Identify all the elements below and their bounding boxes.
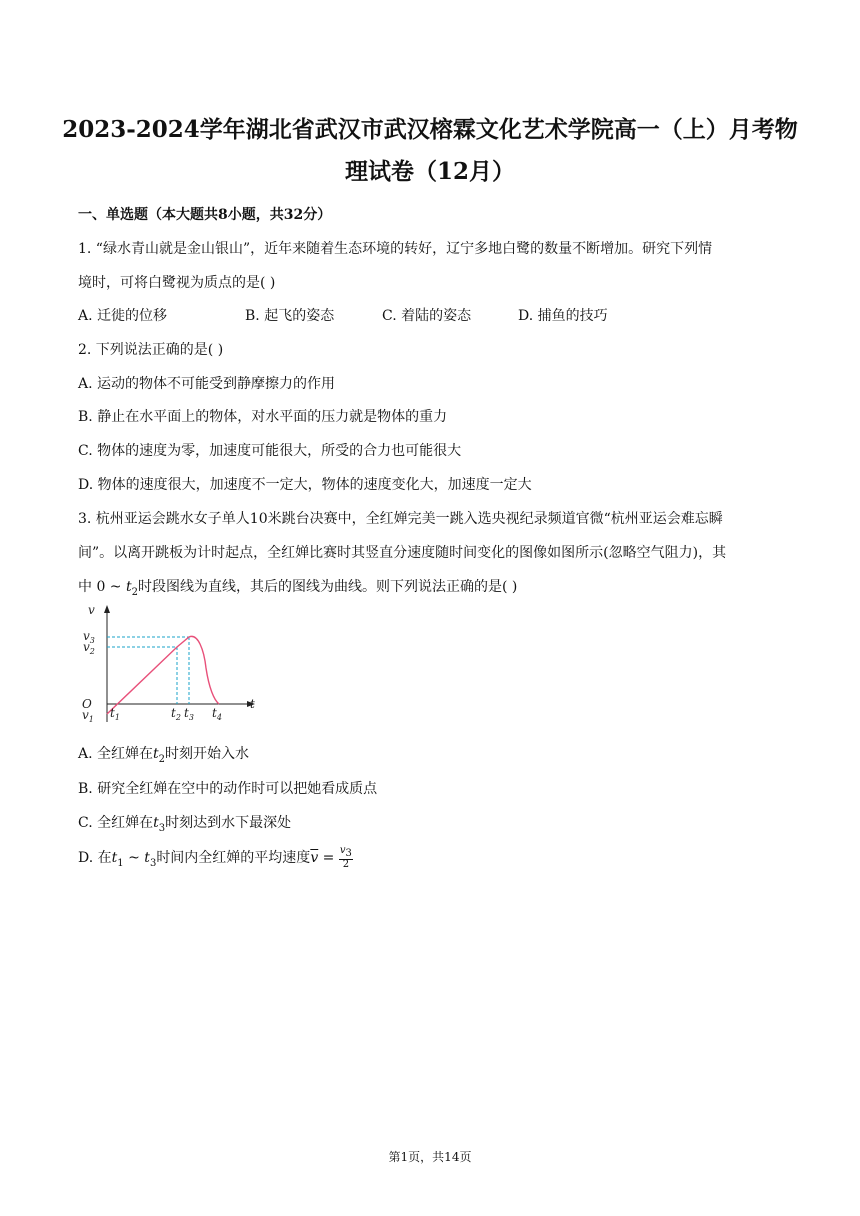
q3-option-d-mid: ~ — [123, 850, 145, 866]
q3-line3-prefix: 中 0 ~ — [78, 579, 126, 595]
q3-option-b: B. 研究全红婵在空中的动作时可以把她看成质点 — [78, 781, 378, 797]
q1-option-c: C. 着陆的姿态 — [382, 308, 472, 324]
q3-line3-suffix: 时段图线为直线，其后的图线为曲线。则下列说法正确的是( ) — [138, 579, 518, 595]
q2-option-b: B. 静止在水平面上的物体，对水平面的压力就是物体的重力 — [78, 409, 448, 425]
q1-option-a: A. 迁徙的位移 — [78, 308, 168, 324]
graph-label-t4: $t_4$ — [212, 706, 222, 722]
graph-label-t-axis: t — [250, 697, 255, 711]
q3-option-d-t1: t — [111, 850, 118, 866]
q3-option-d-fraction — [339, 846, 353, 870]
graph-label-v2: $v_2$ — [83, 640, 95, 656]
q3-option-a-var: t — [153, 746, 159, 762]
q3-option-d-den: 2 — [342, 859, 350, 870]
graph-label-t3: $t_3$ — [184, 706, 194, 722]
graph-label-v3: $v_3$ — [83, 629, 95, 645]
q3-option-d-vbar: $\overline{v}$ — [310, 850, 319, 866]
q1-option-d: D. 捕鱼的技巧 — [518, 308, 608, 324]
q3-option-d-t3-sub: 3 — [149, 857, 157, 869]
q3-option-c-sub: 3 — [158, 822, 166, 834]
q2-option-a: A. 运动的物体不可能受到静摩擦力的作用 — [78, 376, 336, 392]
q3-option-d-t3: t — [144, 850, 150, 866]
q3-option-a-sub: 2 — [158, 753, 166, 765]
q3-line3-var: t — [126, 579, 132, 595]
q3-option-a-post: 时刻开始入水 — [165, 746, 250, 762]
q2-stem: 2. 下列说法正确的是( ) — [78, 342, 224, 358]
q3-option-a-pre: A. 全红婵在 — [78, 746, 154, 762]
q3-stem-line1: 3. 杭州亚运会跳水女子单人10米跳台决赛中，全红婵完美一跳入选央视纪录频道官微“杭州亚运会难忘瞬 — [78, 511, 723, 527]
q2-option-d: D. 物体的速度很大，加速度不一定大，物体的速度变化大，加速度一定大 — [78, 477, 532, 493]
q3-option-d — [78, 846, 353, 870]
page-title-line1: 2023-2024学年湖北省武汉市武汉榕霖文化艺术学院高一（上）月考物 — [62, 116, 798, 143]
graph-label-t1: $t_1$ — [110, 706, 120, 722]
q3-option-d-num: v — [339, 845, 346, 856]
q2-option-c: C. 物体的速度为零，加速度可能很大，所受的合力也可能很大 — [78, 443, 462, 459]
page-title-line2: 理试卷（12月） — [344, 158, 515, 185]
q3-option-c-post: 时刻达到水下最深处 — [165, 815, 292, 831]
graph-label-origin: O — [82, 697, 92, 711]
section-heading: 一、单选题（本大题共8小题，共32分） — [78, 207, 332, 223]
q3-option-d-text: 时间内全红婵的平均速度 — [156, 850, 311, 866]
graph-v-arrow — [104, 605, 110, 613]
q1-stem-line2: 境时，可将白鹭视为质点的是( ) — [78, 275, 276, 291]
q3-vt-graph — [78, 600, 268, 730]
q3-stem-line3 — [78, 576, 517, 598]
q3-option-c-pre: C. 全红婵在 — [78, 815, 154, 831]
graph-label-v-axis: v — [88, 603, 95, 617]
q3-option-c — [78, 812, 291, 834]
q3-option-d-num-sub: 3 — [345, 848, 352, 859]
q3-stem-line2: 间”。以离开跳板为计时起点，全红婵比赛时其竖直分速度随时间变化的图像如图所示(忽略空气阻力)，其 — [78, 545, 727, 561]
q1-stem-line1: 1. “绿水青山就是金山银山”，近年来随着生态环境的转好，辽宁多地白鹭的数量不断增加。研究下列情 — [78, 241, 713, 257]
q1-option-b: B. 起飞的姿态 — [245, 308, 335, 324]
q3-option-a — [78, 743, 249, 765]
graph-velocity-curve — [107, 636, 219, 714]
q3-option-d-pre: D. 在 — [78, 850, 112, 866]
page-footer: 第1页，共14页 — [388, 1150, 472, 1164]
q3-option-d-t1-sub: 1 — [117, 857, 124, 869]
q3-option-c-var: t — [153, 815, 159, 831]
q3-option-d-eq: = — [318, 850, 339, 866]
graph-label-v1: $v_1$ — [82, 708, 94, 724]
graph-label-t2: $t_2$ — [171, 706, 181, 722]
q3-line3-sub: 2 — [131, 586, 139, 598]
